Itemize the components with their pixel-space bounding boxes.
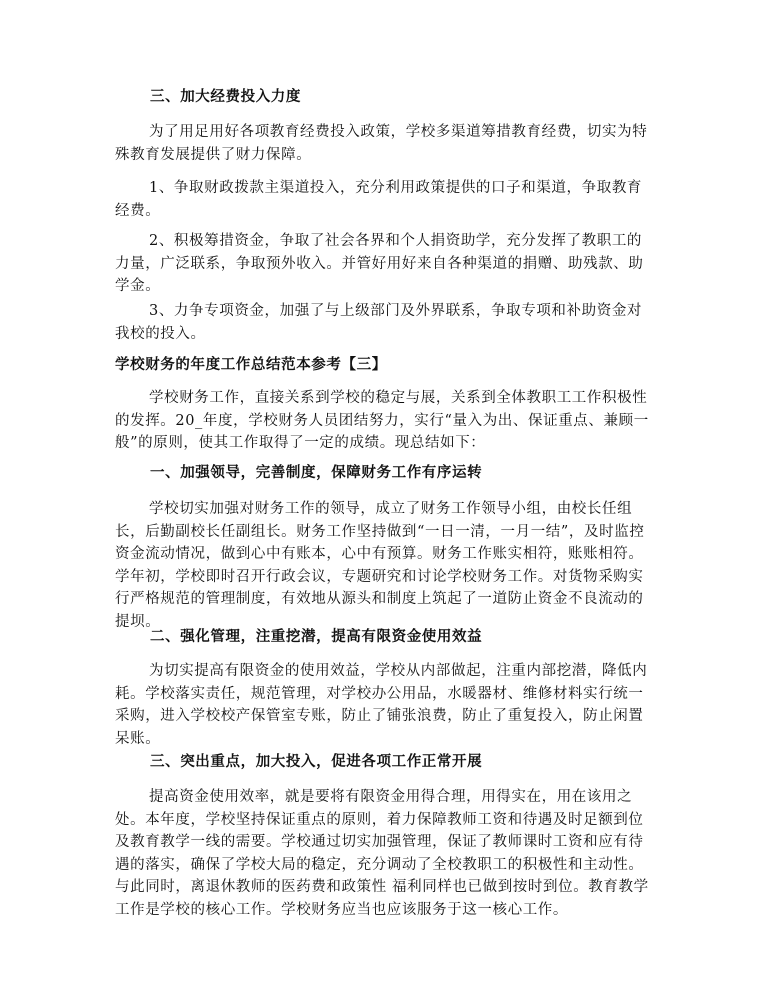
paragraph: 1、争取财政拨款主渠道投入，充分利用政策提供的口子和渠道，争取教育经费。: [115, 180, 643, 219]
article-title: 学校财务的年度工作总结范本参考【三】: [115, 356, 387, 373]
paragraph: 提高资金使用效率，就是要将有限资金用得合理，用得实在，用在该用之处。本年度，学校坚持保证重点的原则，着力保障教师工资和待遇及时足额到位及教育教学一线的需要。学校通过切实加强管理，保证了教师课时工资和应有待遇的落实，确保了学校大局的稳定，充分调动了全校教职工的积极性和主动性。与此同时，离退休教师的医药费和政策性 福利同样也已做到按时到位。教育教学工作是学校的核心工作。学校财务应当也应该服务于这一核心工作。: [115, 789, 649, 918]
paragraph: 为了用足用好各项教育经费投入政策，学校多渠道筹措教育经费，切实为特殊教育发展提供了财力保障。: [115, 124, 648, 163]
paragraph: 为切实提高有限资金的使用效益，学校从内部做起，注重内部挖潜，降低内耗。学校落实责任，规范管理，对学校办公用品，水暖器材、维修材料实行统一采购，进入学校校产保管室专账，防止了铺张浪费，防止了重复投入，防止闲置呆账。: [115, 663, 648, 747]
section-heading: 三、突出重点，加大投入，促进各项工作正常开展: [150, 753, 483, 770]
section-heading: 二、强化管理，注重挖潜，提高有限资金使用效益: [150, 628, 483, 645]
paragraph: 2、积极筹措资金，争取了社会各界和个人捐资助学，充分发挥了教职工的力量，广泛联系，争取预外收入。并管好用好来自各种渠道的捐赠、助残款、助学金。: [115, 233, 644, 294]
section-heading: 三、加大经费投入力度: [150, 88, 301, 105]
paragraph: 学校切实加强对财务工作的领导，成立了财务工作领导小组，由校长任组长，后勤副校长任副组长。财务工作坚持做到“一日一清，一月一结”，及时监控资金流动情况，做到心中有账本，心中有预算。财务工作账实相符，账账相符。学年初，学校即时召开行政会议，专题研究和讨论学校财务工作。对货物采购实行严格规范的管理制度，有效地从源头和制度上筑起了一道防止资金不良流动的提坝。: [115, 501, 645, 630]
paragraph: 3、力争专项资金，加强了与上级部门及外界联系，争取专项和补助资金对我校的投入。: [115, 303, 643, 342]
section-heading: 一、加强领导，完善制度，保障财务工作有序运转: [150, 464, 483, 481]
paragraph: 学校财务工作，直接关系到学校的稳定与展，关系到全体教职工工作积极性的发挥。20_年度，学校财务人员团结努力，实行“量入为出、保证重点、兼顾一般”的原则，使其工作取得了一定的成绩。现总结如下：: [115, 390, 649, 451]
